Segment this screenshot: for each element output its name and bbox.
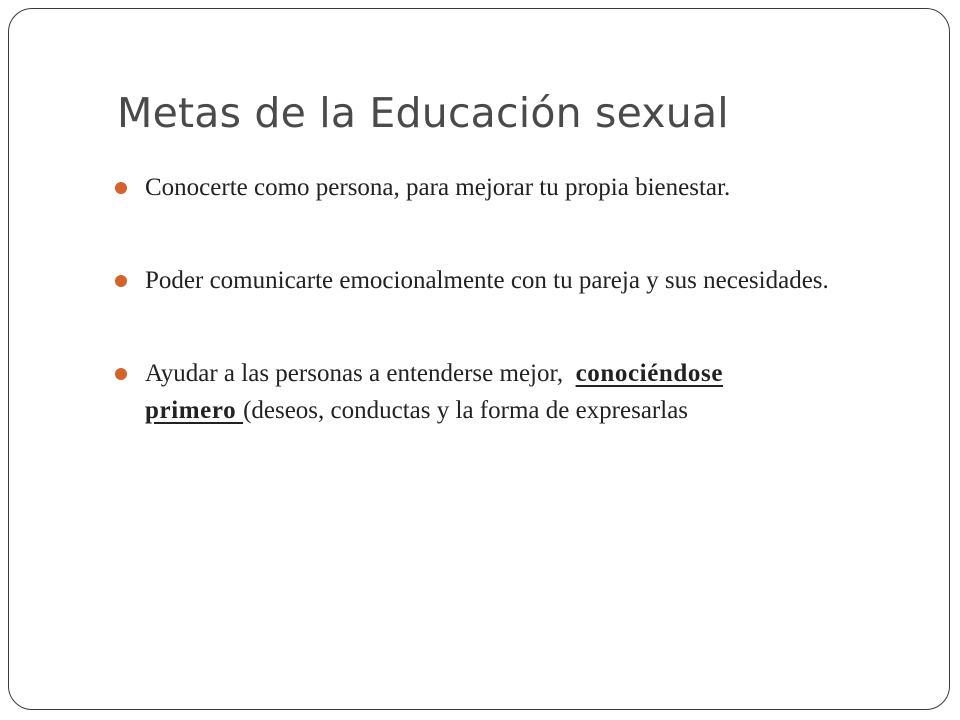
bullet-item — [113, 262, 873, 299]
bullet-dot-icon — [115, 368, 127, 380]
slide-frame — [8, 8, 950, 710]
bullet-dot-icon — [115, 182, 127, 194]
bullet-text — [145, 360, 723, 424]
bullet-text-tail: (deseos, conductas y la forma de expresarlas — [243, 397, 689, 424]
bullet-item — [113, 355, 873, 429]
slide-title: Metas de la Educación sexual — [117, 89, 729, 137]
bullet-text-lead: Ayudar a las personas a entenderse mejor, — [145, 360, 576, 387]
emphasis-conociendose: conociéndose — [575, 360, 724, 387]
bullet-text: Conocerte como persona, para mejorar tu propia bienestar. — [145, 174, 731, 201]
emphasis-primero: primero — [145, 397, 244, 424]
bullet-text: Poder comunicarte emocionalmente con tu pareja y sus necesidades. — [145, 267, 829, 294]
bullet-list — [113, 169, 873, 429]
bullet-dot-icon — [115, 275, 127, 287]
bullet-item — [113, 169, 873, 206]
